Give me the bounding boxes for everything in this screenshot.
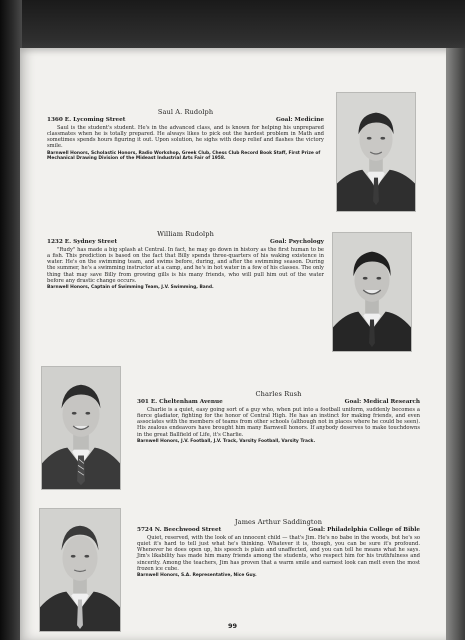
student-goal: Goal: Medicine	[275, 117, 324, 124]
student-bio: "Rudy" has made a big splash at Central. In fact, he may go down in history as the first human to be a fish. This prediction is based on the fact that Billy spends three-quarters of his waking existence in water. He's on the swimming team, and swims before, during, and after the swimming season. During the summer, he's a swimming instructor at a camp, and he's in hot water in a few of his classes. The only thing that may save Billy from growing gills is his many friends, who will pull him out of the water before any drastic change occurs.	[47, 246, 324, 285]
student-honors: Barnwell Honors, J.V. Football, J.V. Track, Varsity Football, Varsity Track.	[137, 439, 316, 445]
student-entry-4	[137, 519, 420, 579]
student-goal: Goal: Medical Research	[344, 399, 420, 406]
student-meta	[137, 399, 420, 405]
student-honors: Barnwell Honors, Captain of Swimming Team, J.V. Swimming, Band.	[47, 285, 214, 291]
student-bio: Saul is the student's student. He's in the advanced class, and is known for helping his unprepared classmates when he is totally prepared. He always likes to pick out the hardest problem in Math and sometimes spends hours figuring it out. Upon solution, he sighs with deep relief and flashes the victory smile.	[47, 124, 324, 150]
page-number: 99	[227, 622, 238, 630]
student-portrait-photo	[332, 232, 412, 352]
student-goal: Goal: Philadelphia College of Bible	[308, 527, 420, 534]
page-right-edge	[446, 48, 465, 640]
student-address: 1360 E. Lycoming Street	[47, 117, 126, 124]
student-meta	[47, 117, 324, 123]
student-entry-1	[47, 109, 324, 162]
student-meta	[47, 239, 324, 245]
student-goal: Goal: Psychology	[270, 239, 324, 246]
student-name: James Arthur Saddington	[234, 518, 323, 526]
student-address: 301 E. Cheltenham Avenue	[137, 399, 223, 406]
student-bio: Charlie is a quiet, easy going sort of a guy who, when put into a football uniform, suddenly becomes a fierce gladiator, fighting for the honor of Central High. He has an instinct for making friends, and even associates with the members of teams from other schools (although not in places where he could be seen). His zealous endeavors have brought him many Barnwell honors. If anybody deserves to make touchdowns in the great Ballfield of Life, it's Charlie.	[137, 406, 420, 438]
student-meta	[137, 527, 420, 533]
student-entry-2	[47, 231, 324, 291]
student-portrait-photo	[39, 508, 121, 632]
student-entry-3	[137, 391, 420, 444]
student-honors: Barnwell Honors, S.A. Representative, Nice Guy.	[137, 573, 257, 579]
student-portrait-photo	[336, 92, 416, 212]
student-name: Saul A. Rudolph	[157, 108, 214, 116]
student-portrait-photo	[41, 366, 121, 490]
student-address: 5724 N. Beechwood Street	[137, 527, 222, 534]
student-honors: Barnwell Honors, Scholastic Honors, Radio Workshop, Greek Club, Chess Club Record Book Staff, First Prize of Mechanical Drawing Division of the Mideast Industrial Arts Fair of 1958.	[47, 150, 321, 162]
student-name: Charles Rush	[255, 390, 302, 398]
student-bio: Quiet, reserved, with the look of an innocent child — that's Jim. He's no babe in the woods, but he's so quiet it's hard to tell just what he's thinking. Whatever it is, though, you can be sure it's profound. Whenever he does open up, his speech is plain and unaffected, and you can tell he means what he says. Jim's likability has made him many friends among the students, who respect him for his truthfulness and sincerity. Among the teachers, Jim has proven that a warm smile and earnest look can melt even the most frozen ice cube.	[137, 534, 420, 573]
book-binding-edge	[0, 0, 22, 640]
student-address: 1232 E. Sydney Street	[47, 239, 118, 246]
student-name: William Rudolph	[157, 230, 214, 238]
